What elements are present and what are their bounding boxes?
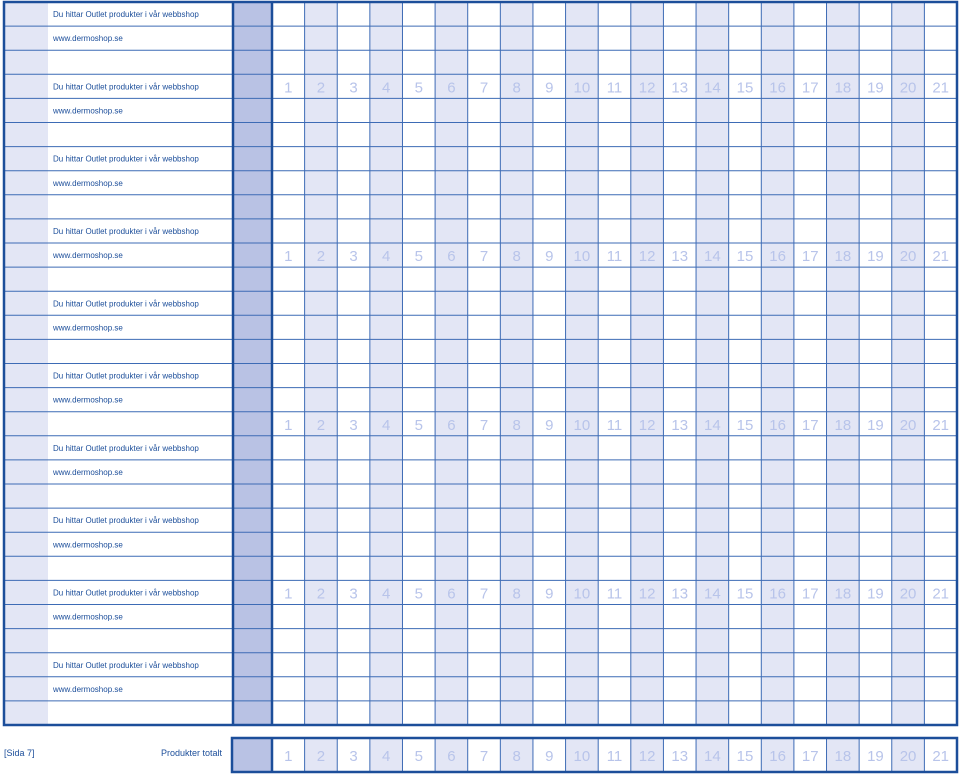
column-number: 4 (381, 79, 391, 97)
total-column-number: 4 (381, 748, 391, 765)
row-text: www.dermoshop.se (53, 178, 123, 188)
column-number: 6 (447, 585, 456, 603)
column-number: 18 (834, 585, 852, 603)
column-number: 12 (638, 416, 656, 434)
column-number: 12 (638, 248, 656, 266)
column-number: 7 (479, 248, 489, 266)
column-number: 1 (284, 585, 293, 603)
row-text: Du hittar Outlet produkter i vår webbshop (53, 516, 199, 526)
column-number: 3 (349, 248, 358, 266)
column-number: 1 (284, 79, 293, 97)
total-column-number: 13 (671, 748, 689, 765)
column-number: 10 (573, 248, 591, 266)
column-number: 3 (349, 585, 358, 603)
row-text: Du hittar Outlet produkter i vår webbshop (53, 299, 199, 309)
column-number: 11 (606, 248, 623, 266)
total-column-number: 7 (479, 748, 489, 765)
column-number: 19 (867, 585, 884, 603)
total-column-number: 8 (512, 748, 521, 765)
column-number: 4 (381, 416, 391, 434)
column-number: 18 (834, 416, 852, 434)
column-number: 11 (606, 585, 623, 603)
column-number: 14 (704, 416, 721, 434)
total-column-number: 6 (447, 748, 456, 765)
column-number: 15 (736, 79, 754, 97)
column-number: 17 (801, 416, 819, 434)
column-number: 11 (606, 79, 623, 97)
column-number: 20 (899, 79, 917, 97)
column-number: 14 (704, 585, 721, 603)
column-number: 5 (414, 79, 423, 97)
column-number: 12 (638, 585, 656, 603)
column-number: 13 (671, 79, 689, 97)
column-number: 4 (381, 248, 391, 266)
total-column-number: 1 (284, 748, 293, 765)
row-text: www.dermoshop.se (53, 251, 123, 261)
column-number: 14 (704, 248, 721, 266)
column-number: 2 (316, 248, 326, 266)
column-number: 6 (447, 416, 456, 434)
column-number: 21 (932, 416, 950, 434)
row-text: www.dermoshop.se (53, 467, 123, 477)
total-column-number: 12 (638, 748, 656, 765)
total-column-number: 10 (573, 748, 591, 765)
column-number: 14 (704, 79, 721, 97)
total-column-number: 9 (545, 748, 554, 765)
column-number: 8 (512, 416, 521, 434)
row-text: www.dermoshop.se (53, 684, 123, 694)
column-number: 15 (736, 585, 754, 603)
column-number: 5 (414, 416, 423, 434)
column-number: 4 (381, 585, 391, 603)
row-text: Du hittar Outlet produkter i vår webbshop (53, 226, 199, 236)
column-number: 6 (447, 79, 456, 97)
row-text: www.dermoshop.se (53, 540, 123, 550)
products-total-label: Produkter totalt (160, 748, 222, 758)
column-number: 21 (932, 79, 950, 97)
total-column-number: 14 (704, 748, 721, 765)
total-column-number: 5 (414, 748, 423, 765)
column-number: 17 (801, 248, 819, 266)
column-number: 16 (769, 79, 786, 97)
column-number: 8 (512, 248, 521, 266)
column-number: 20 (899, 416, 917, 434)
row-text: www.dermoshop.se (53, 323, 123, 333)
column-number: 9 (545, 585, 554, 603)
row-text: Du hittar Outlet produkter i vår webbshop (53, 660, 199, 670)
page-number-label: [Sida 7] (4, 748, 35, 758)
column-number: 2 (316, 585, 326, 603)
total-column-number: 19 (867, 748, 884, 765)
total-column-number: 11 (606, 748, 623, 765)
column-number: 1 (284, 416, 293, 434)
row-text: Du hittar Outlet produkter i vår webbshop (53, 371, 199, 381)
column-number: 10 (573, 585, 591, 603)
row-text: www.dermoshop.se (53, 612, 123, 622)
column-number: 16 (769, 248, 786, 266)
column-number: 7 (479, 585, 489, 603)
column-number: 10 (573, 79, 591, 97)
column-number: 19 (867, 248, 884, 266)
row-text: Du hittar Outlet produkter i vår webbshop (53, 82, 199, 92)
column-number: 17 (801, 79, 819, 97)
column-number: 7 (479, 79, 489, 97)
total-column-number: 3 (349, 748, 358, 765)
column-number: 9 (545, 416, 554, 434)
row-text: Du hittar Outlet produkter i vår webbshop (53, 10, 199, 20)
column-number: 17 (801, 585, 819, 603)
column-number: 16 (769, 585, 786, 603)
column-number: 1 (284, 248, 293, 266)
column-number: 5 (414, 585, 423, 603)
column-number: 9 (545, 79, 554, 97)
column-number: 13 (671, 248, 689, 266)
column-number: 13 (671, 416, 689, 434)
column-number: 13 (671, 585, 689, 603)
total-column-number: 17 (801, 748, 819, 765)
row-text: www.dermoshop.se (53, 395, 123, 405)
column-number: 5 (414, 248, 423, 266)
column-number: 20 (899, 248, 917, 266)
total-summary-cell (232, 738, 272, 772)
total-column-number: 16 (769, 748, 786, 765)
column-number: 16 (769, 416, 786, 434)
column-number: 12 (638, 79, 656, 97)
column-number: 9 (545, 248, 554, 266)
row-text: Du hittar Outlet produkter i vår webbshop (53, 443, 199, 453)
total-column-number: 20 (899, 748, 917, 765)
column-number: 8 (512, 79, 521, 97)
column-number: 19 (867, 416, 884, 434)
column-number: 21 (932, 585, 950, 603)
column-number: 7 (479, 416, 489, 434)
column-number: 10 (573, 416, 591, 434)
total-column-number: 15 (736, 748, 754, 765)
row-text: www.dermoshop.se (53, 34, 123, 44)
column-number: 21 (932, 248, 950, 266)
total-column-number: 21 (932, 748, 950, 765)
row-text: Du hittar Outlet produkter i vår webbshop (53, 154, 199, 164)
column-number: 3 (349, 79, 358, 97)
column-number: 2 (316, 416, 326, 434)
row-text: Du hittar Outlet produkter i vår webbshop (53, 588, 199, 598)
column-number: 3 (349, 416, 358, 434)
column-number: 8 (512, 585, 521, 603)
column-number: 15 (736, 416, 754, 434)
column-number: 2 (316, 79, 326, 97)
column-number: 6 (447, 248, 456, 266)
column-number: 20 (899, 585, 917, 603)
column-number: 15 (736, 248, 754, 266)
column-number: 11 (606, 416, 623, 434)
total-column-number: 18 (834, 748, 852, 765)
total-column-number: 2 (316, 748, 326, 765)
row-text: www.dermoshop.se (53, 106, 123, 116)
column-number: 18 (834, 248, 852, 266)
column-number: 18 (834, 79, 852, 97)
column-number: 19 (867, 79, 884, 97)
